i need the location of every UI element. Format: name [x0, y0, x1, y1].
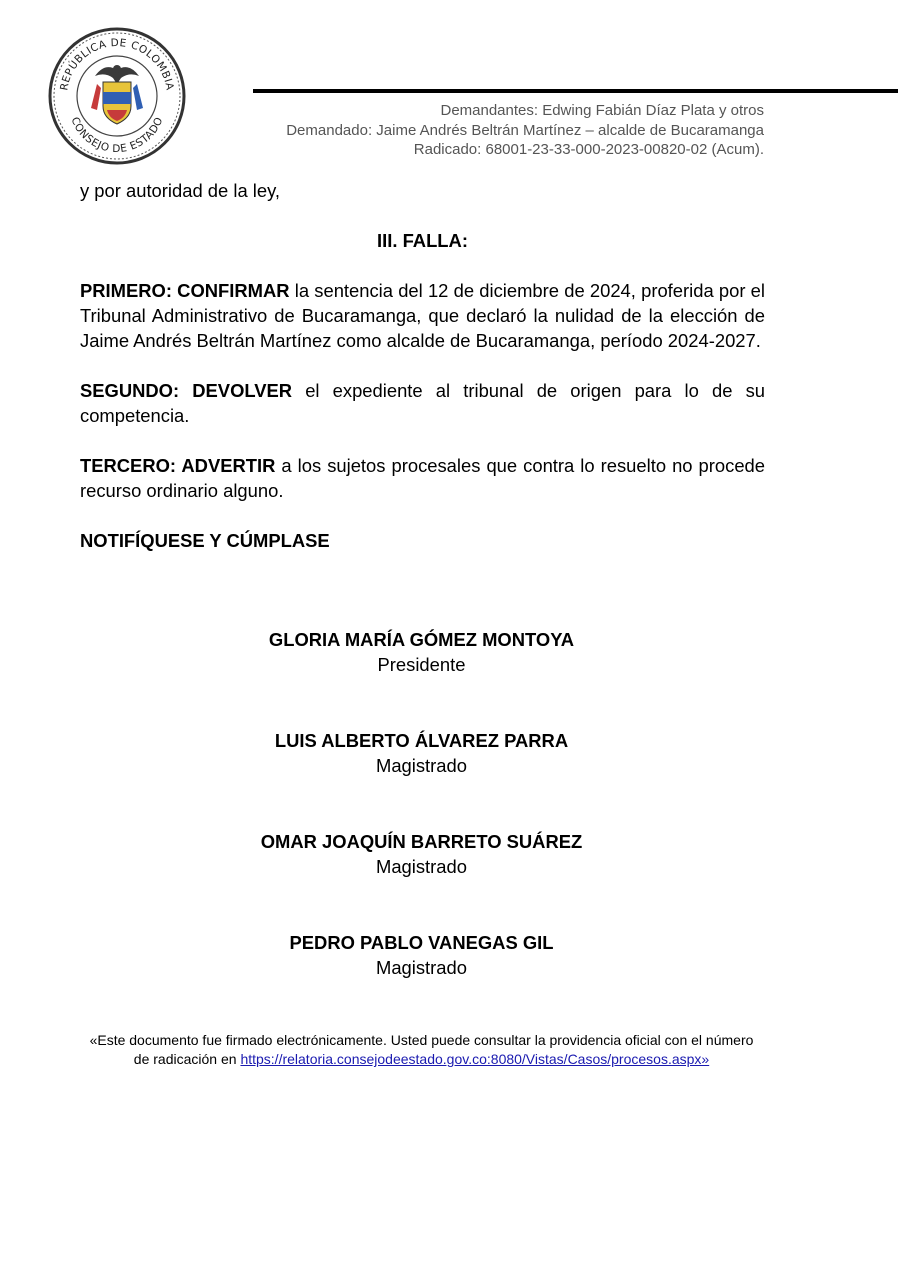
- consejo-de-estado-seal: [47, 26, 187, 166]
- header-defendant: Demandado: Jaime Andrés Beltrán Martínez – alcalde de Bucaramanga: [286, 121, 764, 139]
- clause-label: SEGUNDO: DEVOLVER: [80, 380, 293, 401]
- clause-tercero: [80, 453, 765, 503]
- clause-text: la sentencia del 12 de diciembre de 2024, proferida por el Tribunal Administrativo de Bucaramanga, que declaró la nulidad de la elección de Jaime Andrés Beltrán Martínez como alcalde de Bucaramanga, período 2024-2027.: [80, 280, 765, 351]
- signer-name: OMAR JOAQUÍN BARRETO SUÁREZ: [260, 831, 583, 852]
- signature-block: [0, 627, 843, 1031]
- header-rule: [253, 89, 898, 93]
- signer-name: PEDRO PABLO VANEGAS GIL: [289, 932, 554, 953]
- clause-text: a los sujetos procesales que contra lo resuelto no procede recurso ordinario alguno.: [80, 455, 766, 501]
- header-case-number: Radicado: 68001-23-33-000-2023-00820-02 (Acum).: [413, 141, 764, 158]
- clause-label: TERCERO: ADVERTIR: [80, 455, 276, 476]
- footer-line-2: [0, 1050, 843, 1069]
- footer-prefix: de radicación en: [133, 1051, 241, 1067]
- signer-role: Magistrado: [376, 957, 467, 978]
- electronic-signature-note: [0, 1031, 843, 1069]
- signature: [0, 829, 843, 930]
- signature: [0, 930, 843, 1031]
- relatoria-link[interactable]: https://relatoria.consejodeestado.gov.co:8080/Vistas/Casos/procesos.aspx»: [240, 1051, 710, 1067]
- clause-text: el expediente al tribunal de origen para lo de su competencia.: [80, 380, 765, 426]
- seal-ring-text-top: REPÚBLICA DE COLOMBIA: [58, 36, 176, 92]
- document-body: [80, 175, 765, 553]
- signer-role: Presidente: [377, 654, 466, 675]
- signature: [0, 728, 843, 829]
- case-header: [286, 101, 764, 160]
- clause-label: PRIMERO: CONFIRMAR: [80, 280, 290, 301]
- signer-role: Magistrado: [376, 755, 467, 776]
- section-title: III. FALLA:: [377, 230, 468, 251]
- signer-role: Magistrado: [376, 856, 467, 877]
- clause-primero: [80, 278, 765, 353]
- clause-segundo: [80, 378, 765, 428]
- footer-line-1: «Este documento fue firmado electrónicamente. Usted puede consultar la providencia oficial con el número: [89, 1032, 754, 1048]
- closing-formula: NOTIFÍQUESE Y CÚMPLASE: [80, 530, 330, 551]
- seal-ring-text-bottom: CONSEJO DE ESTADO: [68, 115, 166, 156]
- signer-name: GLORIA MARÍA GÓMEZ MONTOYA: [268, 629, 575, 650]
- header-plaintiffs: Demandantes: Edwing Fabián Díaz Plata y otros: [440, 102, 764, 119]
- lead-sentence: y por autoridad de la ley,: [80, 180, 281, 201]
- signature: [0, 627, 843, 728]
- signer-name: LUIS ALBERTO ÁLVAREZ PARRA: [274, 730, 569, 751]
